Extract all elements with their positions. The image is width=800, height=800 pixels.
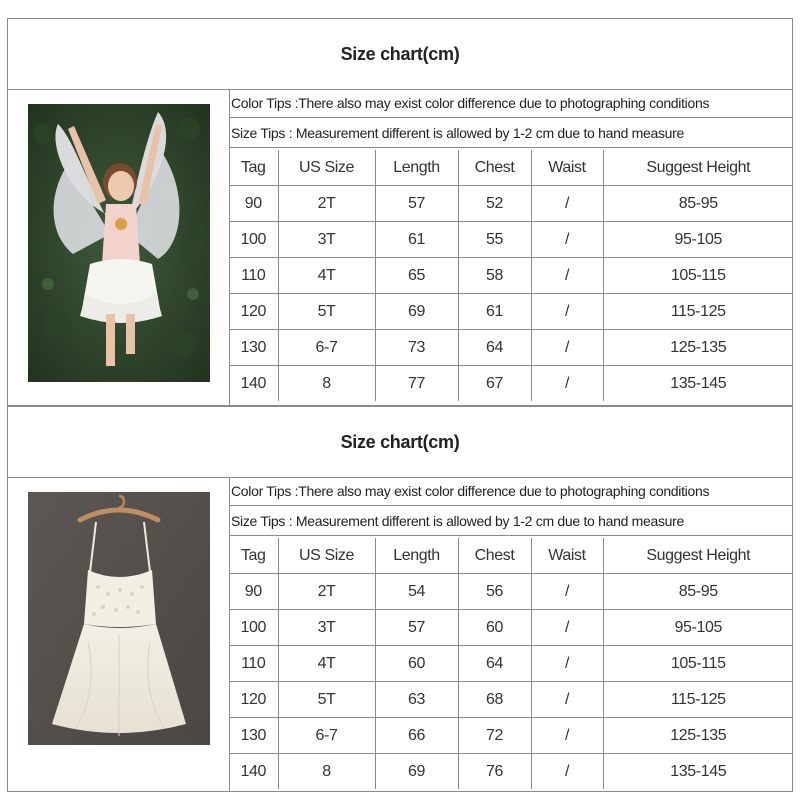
header-us-size: US Size [278,538,375,574]
cell-suggest-height: 95-105 [603,610,793,646]
size-tips-text: Size Tips : Measurement different is allowed by 1-2 cm due to hand measure [229,119,792,148]
size-chart-section-2 [7,406,793,792]
header-chest: Chest [458,538,531,574]
cell-us-size: 8 [278,366,375,402]
color-tips-text: Color Tips :There also may exist color difference due to photographing conditions [229,477,792,506]
size-table [229,538,793,789]
cell-length: 57 [375,186,458,222]
cell-waist: / [531,682,603,718]
cell-waist: / [531,366,603,402]
cell-waist: / [531,330,603,366]
cell-tag: 130 [229,330,278,366]
cell-waist: / [531,258,603,294]
table-row [229,294,793,330]
table-row [229,646,793,682]
cell-suggest-height: 85-95 [603,186,793,222]
header-waist: Waist [531,150,603,186]
photo-cell [8,477,230,791]
cell-suggest-height: 85-95 [603,574,793,610]
cell-suggest-height: 125-135 [603,330,793,366]
cell-chest: 58 [458,258,531,294]
cell-suggest-height: 95-105 [603,222,793,258]
cell-suggest-height: 135-145 [603,366,793,402]
table-row [229,610,793,646]
table-row [229,258,793,294]
cell-tag: 90 [229,574,278,610]
cell-chest: 61 [458,294,531,330]
size-table-area [229,89,792,405]
table-row [229,186,793,222]
cell-suggest-height: 135-145 [603,754,793,790]
cell-us-size: 2T [278,186,375,222]
cell-chest: 72 [458,718,531,754]
cell-chest: 56 [458,574,531,610]
table-row [229,754,793,790]
header-waist: Waist [531,538,603,574]
cell-waist: / [531,646,603,682]
table-row [229,574,793,610]
header-length: Length [375,150,458,186]
cell-waist: / [531,294,603,330]
cell-suggest-height: 105-115 [603,258,793,294]
size-table [229,150,793,401]
cell-us-size: 3T [278,222,375,258]
cell-length: 60 [375,646,458,682]
size-chart-section-1 [7,18,793,406]
cell-length: 66 [375,718,458,754]
cell-chest: 52 [458,186,531,222]
table-header-row [229,150,793,186]
header-suggest-height: Suggest Height [603,538,793,574]
cell-length: 63 [375,682,458,718]
cell-us-size: 3T [278,610,375,646]
cell-chest: 68 [458,682,531,718]
cell-tag: 90 [229,186,278,222]
size-tips-text: Size Tips : Measurement different is allowed by 1-2 cm due to hand measure [229,507,792,536]
cell-suggest-height: 115-125 [603,682,793,718]
table-row [229,330,793,366]
header-us-size: US Size [278,150,375,186]
header-suggest-height: Suggest Height [603,150,793,186]
cell-tag: 120 [229,294,278,330]
cell-us-size: 5T [278,294,375,330]
cell-tag: 140 [229,366,278,402]
cell-us-size: 4T [278,646,375,682]
cell-chest: 64 [458,330,531,366]
photo-cell [8,89,230,405]
cell-length: 65 [375,258,458,294]
cell-suggest-height: 105-115 [603,646,793,682]
table-row [229,718,793,754]
cell-length: 57 [375,610,458,646]
size-chart-title: Size chart(cm) [8,407,792,478]
cell-waist: / [531,754,603,790]
cell-suggest-height: 125-135 [603,718,793,754]
table-row [229,222,793,258]
cell-length: 54 [375,574,458,610]
size-chart-title: Size chart(cm) [8,19,792,90]
table-row [229,366,793,402]
cell-us-size: 6-7 [278,330,375,366]
cell-tag: 140 [229,754,278,790]
header-tag: Tag [229,538,278,574]
cell-waist: / [531,222,603,258]
cell-tag: 100 [229,222,278,258]
cell-chest: 55 [458,222,531,258]
cell-length: 69 [375,294,458,330]
cell-us-size: 4T [278,258,375,294]
cell-chest: 64 [458,646,531,682]
cell-length: 69 [375,754,458,790]
color-tips-text: Color Tips :There also may exist color difference due to photographing conditions [229,89,792,118]
cell-us-size: 2T [278,574,375,610]
table-header-row [229,538,793,574]
cell-tag: 130 [229,718,278,754]
cell-tag: 120 [229,682,278,718]
cell-us-size: 6-7 [278,718,375,754]
cell-chest: 60 [458,610,531,646]
cell-length: 73 [375,330,458,366]
tutu-dress-photo-icon [28,492,210,745]
cell-chest: 76 [458,754,531,790]
cell-tag: 100 [229,610,278,646]
girl-angel-wings-photo-icon [28,104,210,382]
header-chest: Chest [458,150,531,186]
header-length: Length [375,538,458,574]
table-row [229,682,793,718]
header-tag: Tag [229,150,278,186]
cell-length: 61 [375,222,458,258]
cell-suggest-height: 115-125 [603,294,793,330]
cell-length: 77 [375,366,458,402]
cell-chest: 67 [458,366,531,402]
cell-us-size: 8 [278,754,375,790]
size-table-area [229,477,792,791]
cell-waist: / [531,718,603,754]
cell-waist: / [531,610,603,646]
cell-us-size: 5T [278,682,375,718]
cell-tag: 110 [229,646,278,682]
cell-tag: 110 [229,258,278,294]
cell-waist: / [531,574,603,610]
cell-waist: / [531,186,603,222]
